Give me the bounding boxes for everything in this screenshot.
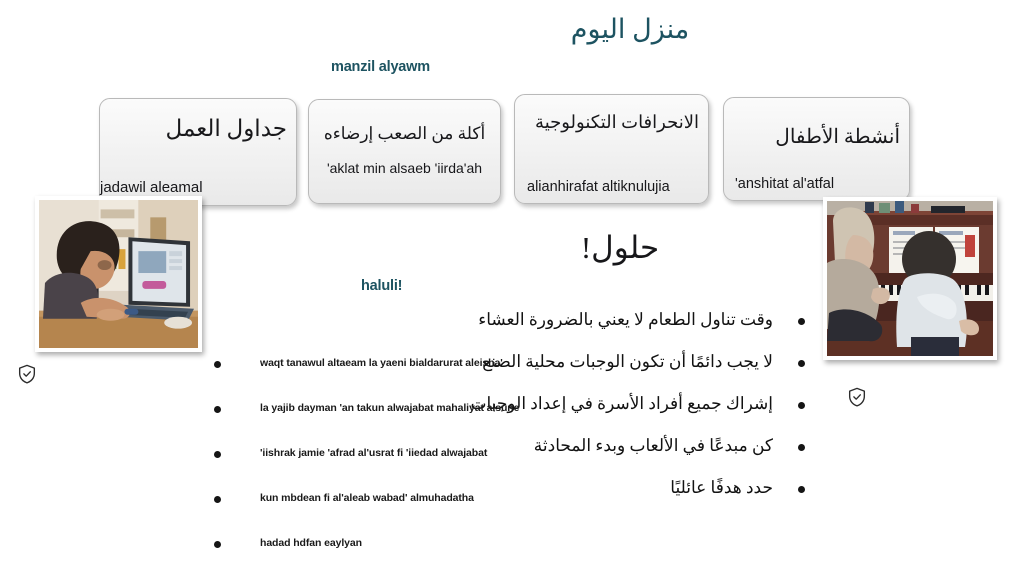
topic-card-kids-activities[interactable]: [723, 97, 910, 201]
list-item: [470, 310, 805, 352]
list-item: [214, 537, 534, 582]
topic-card-picky-eater[interactable]: [308, 99, 501, 204]
photo-piano-lesson-graphic: [827, 201, 993, 356]
topic-card-arabic-label: الانحرافات التكنولوجية: [535, 112, 699, 132]
bullet-icon: [214, 451, 221, 458]
list-item-text: waqt tanawul altaeam la yaeni bialdarurat aleisha': [260, 357, 503, 369]
topic-card-arabic-label: أكلة من الصعب إرضاءه: [323, 124, 486, 143]
topic-card-transliteration-label: jadawil aleamal: [100, 179, 203, 196]
list-item: [214, 402, 534, 447]
topic-card-arabic-label: أنشطة الأطفال: [775, 126, 900, 148]
list-item: [214, 492, 534, 537]
photo-piano-lesson: [823, 197, 997, 360]
topic-card-arabic-label: جداول العمل: [165, 116, 287, 141]
shield-check-icon: [16, 363, 38, 385]
bullet-icon: [214, 406, 221, 413]
bullet-icon: [798, 402, 805, 409]
solutions-list-transliteration: [214, 357, 534, 582]
bullet-icon: [214, 541, 221, 548]
list-item-text: كن مبدعًا في الألعاب وبدء المحادثة: [533, 436, 773, 455]
list-item-text: حدد هدفًا عائليًا: [670, 478, 773, 497]
page-title-transliteration: manzil alyawm: [331, 59, 430, 75]
bullet-icon: [798, 486, 805, 493]
bullet-icon: [798, 444, 805, 451]
topic-card-transliteration-label: 'aklat min alsaeb 'iirda'ah: [326, 160, 483, 177]
bullet-icon: [798, 360, 805, 367]
page-title-arabic: منزل اليوم: [570, 14, 690, 44]
list-item-text: hadad hdfan eaylyan: [260, 537, 362, 549]
topic-card-transliteration-label: alianhirafat altiknulujia: [527, 178, 670, 195]
list-item-text: إشراك جميع أفراد الأسرة في إعداد الوجبات: [470, 394, 773, 413]
list-item-text: kun mbdean fi al'aleab wabad' almuhadatha: [260, 492, 474, 504]
bullet-icon: [798, 318, 805, 325]
photo-woman-at-laptop: [35, 196, 202, 352]
solutions-heading-arabic: حلول!: [580, 230, 660, 265]
photo-woman-at-laptop-graphic: [39, 200, 198, 348]
shield-check-glyph: [846, 386, 868, 408]
list-item-text: لا يجب دائمًا أن تكون الوجبات محلية الصنع: [482, 352, 773, 371]
bullet-icon: [214, 496, 221, 503]
solutions-heading-transliteration: haluli!: [361, 278, 403, 294]
topic-card-work-schedules[interactable]: [99, 98, 297, 206]
list-item: [214, 447, 534, 492]
list-item-text: وقت تناول الطعام لا يعني بالضرورة العشاء: [478, 310, 773, 329]
shield-check-icon: [846, 386, 868, 408]
shield-check-glyph: [16, 363, 38, 385]
topic-card-tech-distractions[interactable]: [514, 94, 709, 204]
topic-card-transliteration-label: 'anshitat al'atfal: [735, 175, 835, 192]
bullet-icon: [214, 361, 221, 368]
list-item-text: 'iishrak jamie 'afrad al'usrat fi 'iiedad alwajabat: [260, 447, 488, 459]
list-item-text: la yajib dayman 'an takun alwajabat mahaliyat alsune: [260, 402, 520, 414]
list-item: [214, 357, 534, 402]
